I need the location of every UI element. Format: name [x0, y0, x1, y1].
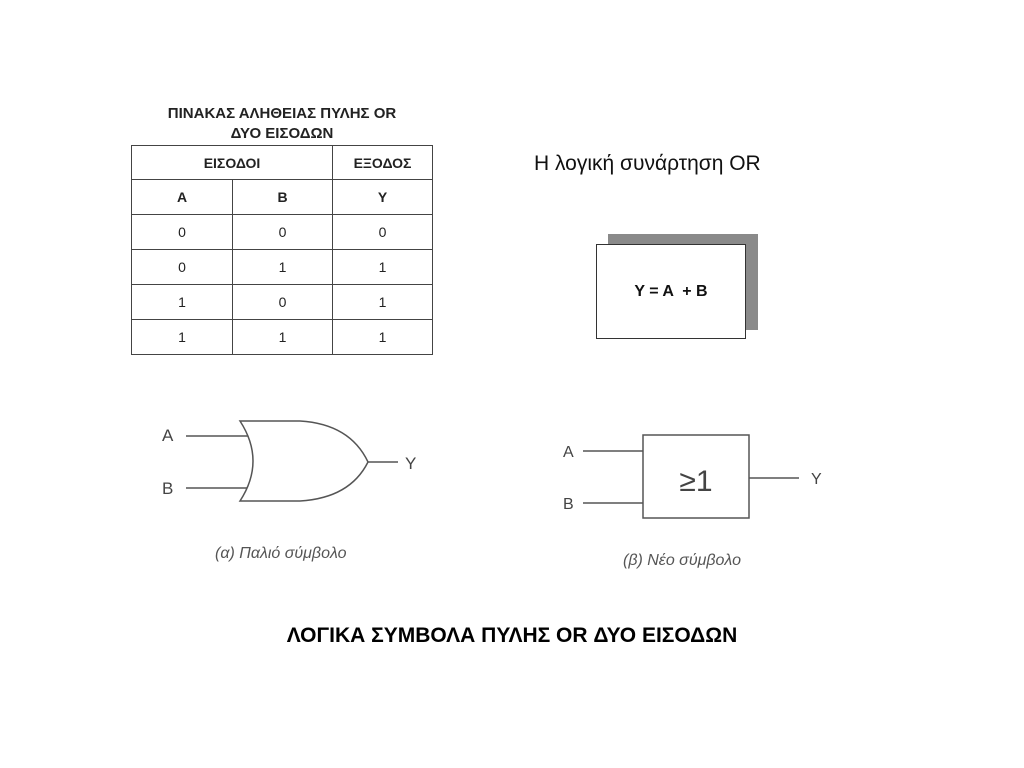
column-header-b: B [233, 180, 333, 215]
table-cell: 0 [132, 215, 233, 250]
table-cell: 0 [333, 215, 433, 250]
table-cell: 0 [233, 285, 333, 320]
table-cell: 0 [132, 250, 233, 285]
old-symbol-caption: (α) Παλιό σύμβολο [215, 545, 347, 562]
column-header-a: A [132, 180, 233, 215]
new-or-gate-symbol [555, 425, 845, 580]
old-or-gate-symbol [150, 410, 430, 570]
table-row [132, 320, 433, 355]
expression-box [596, 244, 746, 339]
function-title: Η λογική συνάρτηση OR [534, 152, 761, 175]
table-cell: 1 [132, 285, 233, 320]
table-row [132, 215, 433, 250]
table-cell: 1 [233, 320, 333, 355]
expression-text: Y = A + B [634, 282, 708, 300]
table-cell: 1 [132, 320, 233, 355]
truth-table-title-line2: ΔΥΟ ΕΙΣΟΔΩΝ [230, 125, 334, 142]
inputs-header: ΕΙΣΟΔΟΙ [132, 146, 333, 180]
truth-table [131, 145, 433, 355]
old-input-a-label: A [162, 426, 174, 445]
new-input-a-label: A [563, 444, 574, 461]
gate-label: ≥1 [679, 465, 713, 498]
output-header: ΕΞΟΔΟΣ [333, 146, 433, 180]
truth-table-title [132, 104, 432, 144]
new-output-label: Y [811, 471, 822, 488]
table-row [132, 250, 433, 285]
column-header-y: Y [333, 180, 433, 215]
new-input-b-label: B [563, 496, 574, 513]
table-cell: 1 [333, 320, 433, 355]
table-cell: 1 [333, 285, 433, 320]
truth-table-column-header-row [132, 180, 433, 215]
table-cell: 1 [333, 250, 433, 285]
new-symbol-caption: (β) Νέο σύμβολο [623, 552, 741, 569]
or-gate-body [240, 421, 368, 501]
truth-table-title-line1: ΠΙΝΑΚΑΣ ΑΛΗΘΕΙΑΣ ΠΥΛΗΣ OR [167, 105, 397, 122]
table-cell: 1 [233, 250, 333, 285]
table-cell: 0 [233, 215, 333, 250]
old-input-b-label: B [162, 479, 174, 498]
old-output-label: Y [405, 454, 417, 473]
bottom-caption: ΛΟΓΙΚΑ ΣΥΜΒΟΛΑ ΠΥΛΗΣ OR ΔΥΟ ΕΙΣΟΔΩΝ [286, 624, 738, 647]
truth-table-group-header-row [132, 146, 433, 180]
table-row [132, 285, 433, 320]
